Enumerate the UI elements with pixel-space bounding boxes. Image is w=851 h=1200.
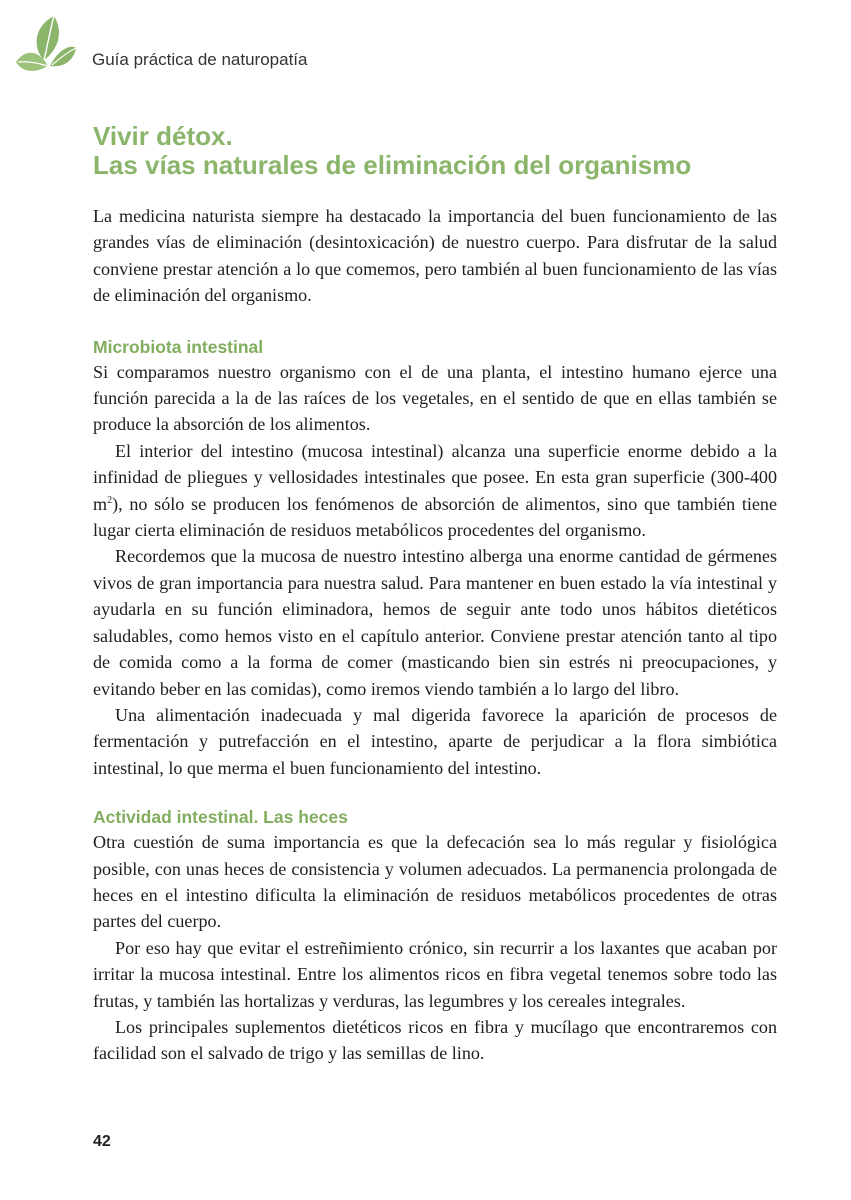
paragraph: Una alimentación inadecuada y mal digerida favorece la aparición de procesos de fermentación y putrefacción en el intestino, aparte de perjudicar a la flora simbiótica intestinal, lo que merma el buen funcionamiento del intestino.	[93, 704, 777, 778]
paragraph: Por eso hay que evitar el estreñimiento crónico, sin recurrir a los laxantes que acaban por irritar la mucosa intestinal. Entre los alimentos ricos en fibra vegetal tenemos sobre todo las frutas, y también las hortalizas y verduras, las legumbres y los cereales integrales.	[93, 937, 777, 1011]
title-line-2: Las vías naturales de eliminación del organismo	[93, 150, 692, 180]
paragraph: Si comparamos nuestro organismo con el de una planta, el intestino humano ejerce una función parecida a la de las raíces de los vegetales, en el sentido de que en ellas también se produce la absorción de los alimentos.	[93, 361, 777, 435]
running-title: Guía práctica de naturopatía	[92, 50, 308, 69]
paragraph	[93, 438, 777, 544]
section-heading-microbiota: Microbiota intestinal	[93, 336, 264, 357]
superscript: 2	[107, 494, 113, 506]
paragraph: Recordemos que la mucosa de nuestro intestino alberga una enorme cantidad de gérmenes vivos de gran importancia para nuestra salud. Para mantener en buen estado la vía intestinal y ayudarla en su función eliminadora, hemos de seguir ante todo unos hábitos dietéticos saludables, como hemos visto en el capítulo anterior. Conviene prestar atención tanto al tipo de comida como a la forma de comer (masticando bien sin estrés ni preocupaciones, y evitando beber en las comidas), como iremos viendo también a lo largo del libro.	[93, 546, 777, 699]
paragraph-text: El interior del intestino (mucosa intestinal) alcanza una superficie enorme debido a la infinidad de pliegues y vellosidades intestinales que posee. En esta gran superficie (300-400 m	[93, 440, 777, 514]
paragraph-text: ), no sólo se producen los fenómenos de absorción de alimentos, sino que también tiene lugar cierta eliminación de residuos metabólicos procedentes del organismo.	[93, 493, 777, 541]
page-header	[14, 14, 514, 76]
page-title	[93, 122, 813, 180]
leaf-logo-icon	[14, 14, 78, 76]
section-heading-actividad: Actividad intestinal. Las heces	[93, 807, 348, 828]
article-body	[93, 203, 777, 1067]
intro-paragraph: La medicina naturista siempre ha destacado la importancia del buen funcionamiento de las grandes vías de eliminación (desintoxicación) de nuestro cuerpo. Para disfrutar de la salud conviene prestar atención a lo que comemos, pero también al buen funcionamiento de las vías de eliminación del organismo.	[93, 206, 777, 306]
paragraph: Los principales suplementos dietéticos ricos en fibra y mucílago que encontraremos con facilidad son el salvado de trigo y las semillas de lino.	[93, 1016, 777, 1064]
title-line-1: Vivir détox.	[93, 121, 233, 151]
paragraph: Otra cuestión de suma importancia es que la defecación sea lo más regular y fisiológica posible, con unas heces de consistencia y volumen adecuados. La permanencia prolongada de heces en el intestino dificulta la eliminación de residuos metabólicos procedentes de otras partes del cuerpo.	[93, 832, 777, 932]
page-number: 42	[93, 1133, 111, 1150]
